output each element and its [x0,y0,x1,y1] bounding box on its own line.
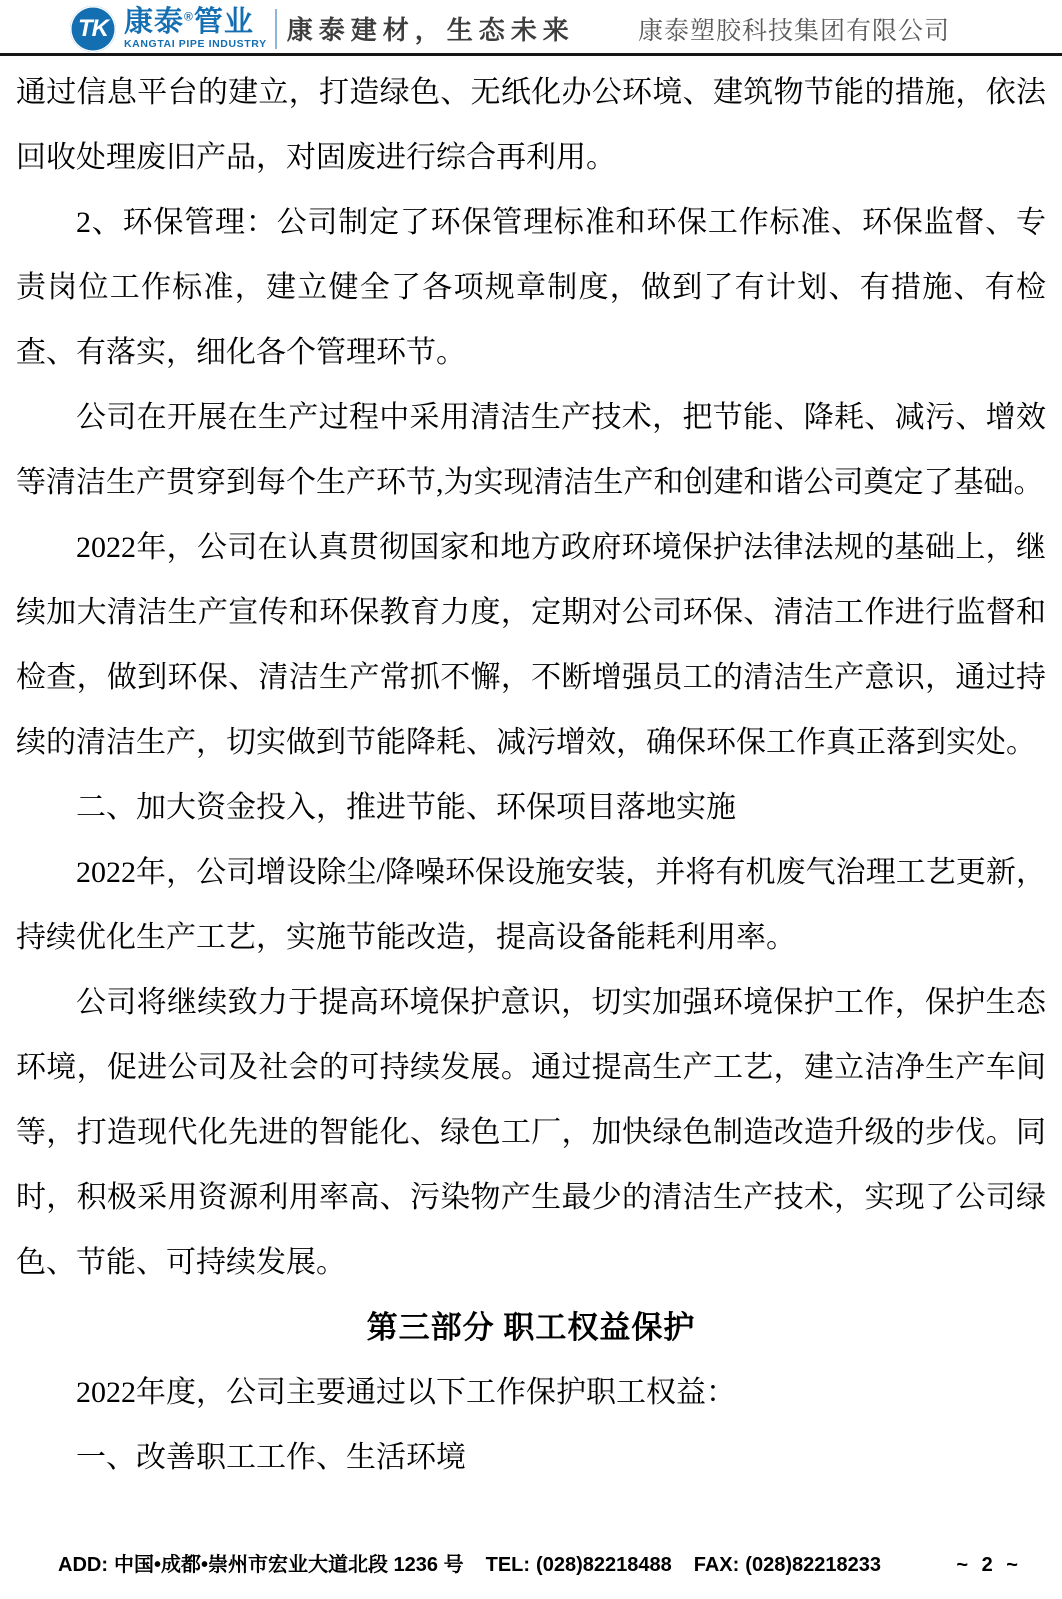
footer-tel-label: TEL: [485,1554,531,1576]
registered-trademark-mark: ® [184,9,194,24]
footer-address-value: 中国•成都•崇州市宏业大道北段 1236 号 [114,1554,464,1576]
logo-monogram: TK [78,14,108,42]
document-body [0,56,1062,1490]
page-header [0,0,1062,56]
body-paragraph: 公司在开展在生产过程中采用清洁生产技术，把节能、降耗、减污、增效等清洁生产贯穿到每个生产环节,为实现清洁生产和创建和谐公司奠定了基础。 [16,401,1046,499]
body-paragraph: 一、改善职工工作、生活环境 [76,1441,466,1474]
tk-logo-icon [70,6,116,52]
brand-name-part2: 管业 [193,5,254,38]
body-paragraph: 公司将继续致力于提高环境保护意识，切实加强环境保护工作，保护生态环境，促进公司及社会的可持续发展。通过提高生产工艺，建立洁净生产车间等，打造现代化先进的智能化、绿色工厂，加快绿色制造改造升级的步伐。同时，积极采用资源利用率高、污染物产生最少的清洁生产技术，实现了公司绿色、节能、可持续发展。 [16,986,1046,1279]
body-paragraph: 2022年度，公司主要通过以下工作保护职工权益： [76,1376,736,1409]
body-paragraph: 通过信息平台的建立，打造绿色、无纸化办公环境、建筑物节能的措施，依法回收处理废旧产品，对固废进行综合再利用。 [16,76,1046,174]
brand-name-part1: 康泰 [124,5,185,38]
footer-tel [486,1554,672,1577]
company-logo [70,6,267,52]
body-paragraph: 二、加大资金投入，推进节能、环保项目落地实施 [76,791,736,824]
header-divider [275,9,277,49]
footer-fax-label: FAX: [693,1554,740,1576]
company-name: 康泰塑胶科技集团有限公司 [637,16,950,45]
footer-fax-value: (028)82218233 [745,1554,881,1576]
body-paragraph: 2022年，公司增设除尘/降噪环保设施安装，并将有机废气治理工艺更新，持续优化生产工艺，实施节能改造，提高设备能耗利用率。 [16,856,1046,954]
footer-fax [694,1554,881,1577]
body-paragraph: 2022年，公司在认真贯彻国家和地方政府环境保护法律法规的基础上，继续加大清洁生产宣传和环保教育力度，定期对公司环保、清洁工作进行监督和检查，做到环保、清洁生产常抓不懈，不断增强员工的清洁生产意识，通过持续的清洁生产，切实做到节能降耗、减污增效，确保环保工作真正落到实处。 [16,531,1046,759]
brand-name-en: KANGTAI PIPE INDUSTRY [124,37,267,50]
body-paragraph: 2、环保管理：公司制定了环保管理标准和环保工作标准、环保监督、专责岗位工作标准，建立健全了各项规章制度，做到了有计划、有措施、有检查、有落实，细化各个管理环节。 [16,206,1046,369]
footer-tel-value: (028)82218488 [536,1554,672,1576]
section-heading: 第三部分 职工权益保护 [366,1310,696,1345]
footer-address [58,1548,464,1577]
page-footer [0,1548,1062,1577]
company-slogan: 康泰建材，生态未来 [286,15,575,45]
brand-name-cn [124,5,267,38]
page-number: ~ 2 ~ [956,1554,1022,1576]
footer-address-label: ADD: [58,1554,108,1576]
brand-block [124,5,267,50]
